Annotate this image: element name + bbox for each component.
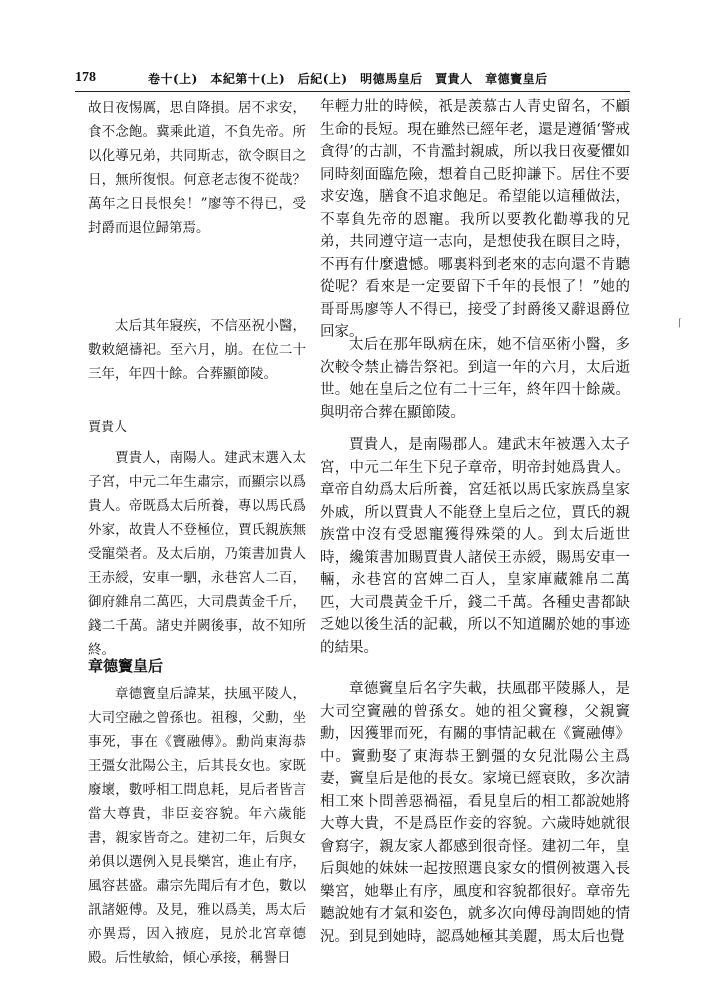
section-title-dou: 章德竇皇后 — [88, 657, 164, 675]
left-block-2 — [88, 314, 306, 386]
right-block-2 — [320, 334, 630, 424]
running-header: 卷十(上) 本紀第十(上) 后紀(上) 明德馬皇后 賈貴人 章德竇皇后 — [148, 72, 548, 86]
paragraph: 太后在那年臥病在床，她不信巫術小醫，多次較令禁止禱告祭祀。到這一年的六月，太后逝世。她在皇后之位有二十三年，終年四十餘歲。與明帝合葬在顯節陵。 — [320, 337, 630, 421]
left-block-3 — [88, 416, 306, 662]
paragraph: 太后其年寢疾，不信巫祝小醫，數敕絕禱祀。至六月，崩。在位二十三年，年四十餘。合葬顯節陵。 — [88, 318, 306, 382]
right-block-1 — [320, 96, 630, 344]
right-block-3 — [320, 434, 630, 659]
paragraph: 故日夜惕厲，思自降損。居不求安，食不念飽。冀乘此道，不負先帝。所以化導兄弟，共同斯志，欲令瞑目之日，無所復恨。何意老志復不從哉？萬年之日長恨矣！”廖等不得已，受封爵而退位歸第焉。 — [88, 100, 306, 236]
page-number: 178 — [75, 70, 96, 85]
paragraph: 賈貴人，是南陽郡人。建武末年被選入太子宮，中元二年生下兒子章帝，明帝封她爲貴人。章帝自幼爲太后所養，宮廷祇以馬氏家族爲皇家外戚，所以賈貴人不能登上皇后之位，賈氏的親族當中沒有受恩寵獲得殊榮的人。到太后逝世時，纔策書加賜賈貴人諸侯王赤綬，賜馬安車一輛，永巷宮的宮婢二百人，皇家庫藏雜帛二萬匹，大司農黃金千斤，錢二千萬。各種史書都缺乏她以後生活的記載，所以不知道關於她的事迹的結果。 — [320, 437, 630, 656]
margin-mark: ⌈ — [678, 318, 682, 329]
paragraph: 章德竇皇后諱某，扶風平陵人，大司空融之曾孫也。祖穆，父勳，坐事死，事在《竇融傳》。勳尚東海恭王彊女沘陽公主，后其長女也。家既廢壞，數呼相工問息耗，見后者皆言當大尊貴，非臣妾容貌。年六歲能書，親家皆奇之。建初二年，后與女弟俱以選例入見長樂宮，進止有序，風容甚盛。肅宗先聞后有才色，數以訊諸姬傅。及見，雅以爲美，馬太后亦異焉，因入掖庭，見於北宮章德殿。后性敏給，傾心承接，稱譽日 — [88, 686, 306, 966]
header-rule — [75, 91, 630, 92]
paragraph: 賈貴人，南陽人。建武末選入太子宮，中元二年生肅宗，而顯宗以爲貴人。帝既爲太后所養，專以馬氏爲外家，故貴人不登極位，賈氏親族無受寵榮者。及太后崩，乃策書加貴人王赤綬，安車一駟，永巷宮人二百，御府雜帛二萬匹，大司農黃金千斤，錢二千萬。諸史并闕後事，故不知所終。 — [88, 450, 306, 658]
subtitle-jia: 賈貴人 — [88, 420, 128, 435]
paragraph: 年輕力壯的時候，祇是羨慕古人青史留名，不顧生命的長短。現在雖然已經年老，還是遵循‘警戒貪得’的古訓，不肯濫封親戚，所以我日夜憂懼如同時刻面臨危險，想着自己貶抑謙下。居住不要求安逸，膳食不追求飽足。希望能以這種做法，不辜負先帝的恩寵。我所以要教化勸導我的兄弟，共同遵守這一志向，是想使我在瞑目之時，不再有什麼遺憾。哪裏料到老來的志向還不肯聽從呢？看來是一定要留下千年的長恨了！”她的哥哥馬廖等人不得已，接受了封爵後又辭退爵位回家。 — [320, 99, 630, 340]
left-block-4 — [88, 654, 306, 970]
right-block-4 — [320, 678, 630, 948]
left-block-1 — [88, 96, 306, 240]
paragraph: 章德竇皇后名字失載，扶風郡平陵縣人，是大司空竇融的曾孫女。她的祖父竇穆，父親竇勳，因獲罪而死，有關的事情記載在《竇融傳》中。竇勳娶了東海恭王劉彊的女兒沘陽公主爲妻，竇皇后是他的長女。家境已經衰敗，多次請相工來卜問善惡禍福，看見皇后的相工都說她將大尊大貴，不是爲臣作妾的容貌。六歲時她就很會寫字，親友家人都感到很奇怪。建初二年，皇后與她的妹妹一起按照選良家女的慣例被選入長樂宮，她舉止有序，風度和容貌都很好。章帝先聽說她有才氣和姿色，就多次向傅母詢問她的情況。到見到她時，認爲她極其美麗，馬太后也覺 — [320, 681, 630, 945]
